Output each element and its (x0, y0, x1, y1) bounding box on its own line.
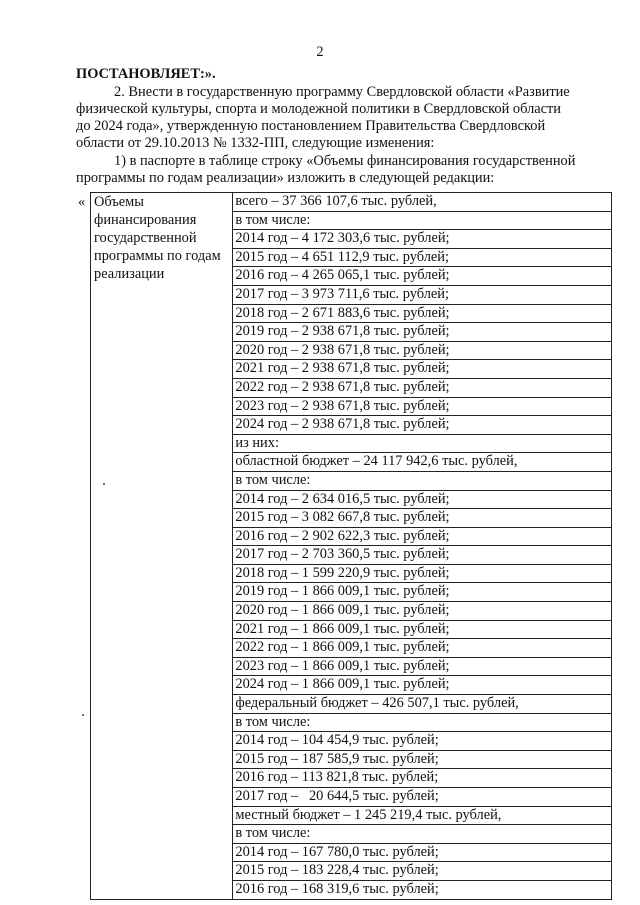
value-line: 2016 год – 4 265 065,1 тыс. рублей; (233, 267, 611, 286)
funding-label-cell (91, 193, 233, 900)
value-line: 2022 год – 1 866 009,1 тыс. рублей; (233, 639, 611, 658)
value-line: 2021 год – 1 866 009,1 тыс. рублей; (233, 621, 611, 640)
value-line: 2016 год – 2 902 622,3 тыс. рублей; (233, 528, 611, 547)
value-line: 2016 год – 168 319,6 тыс. рублей; (235, 880, 439, 897)
funding-table (90, 192, 612, 900)
value-line: 2018 год – 1 599 220,9 тыс. рублей; (233, 565, 611, 584)
value-line: в том числе: (233, 714, 611, 733)
value-line: федеральный бюджет – 426 507,1 тыс. рублей, (233, 695, 611, 714)
value-line: 2019 год – 1 866 009,1 тыс. рублей; (233, 583, 611, 602)
value-line: областной бюджет – 24 117 942,6 тыс. рублей, (233, 453, 611, 472)
decree-heading: ПОСТАНОВЛЯЕТ:». (76, 66, 216, 82)
subparagraph-1-line: программы по годам реализации» изложить в следующей редакции: (76, 170, 495, 186)
label-line: программы по годам (94, 248, 221, 264)
value-line: 2023 год – 2 938 671,8 тыс. рублей; (233, 398, 611, 417)
subparagraph-1-line: 1) в паспорте в таблице строку «Объемы финансирования государственной (114, 153, 576, 169)
value-line: 2023 год – 1 866 009,1 тыс. рублей; (233, 658, 611, 677)
value-line: 2014 год – 2 634 016,5 тыс. рублей; (233, 491, 611, 510)
label-line: финансирования (94, 212, 197, 228)
paragraph-2-line: физической культуры, спорта и молодежной политики в Свердловской области (76, 101, 562, 117)
table-row (91, 193, 612, 900)
value-line: 2020 год – 1 866 009,1 тыс. рублей; (233, 602, 611, 621)
label-line: Объемы (94, 194, 144, 210)
paragraph-2-line: области от 29.10.2013 № 1332-ПП, следующие изменения: (76, 135, 435, 151)
paragraph-2-line: 2. Внести в государственную программу Свердловской области «Развитие (114, 84, 570, 100)
scan-speck (82, 714, 84, 716)
value-line: 2021 год – 2 938 671,8 тыс. рублей; (233, 360, 611, 379)
scan-speck (103, 483, 105, 485)
value-line: 2015 год – 4 651 112,9 тыс. рублей; (233, 249, 611, 268)
paragraph-2-line: до 2024 года», утвержденную постановлением Правительства Свердловской (76, 118, 546, 134)
value-line: 2017 год – 2 703 360,5 тыс. рублей; (233, 546, 611, 565)
value-line: 2024 год – 1 866 009,1 тыс. рублей; (233, 676, 611, 695)
value-line: 2015 год – 3 082 667,8 тыс. рублей; (233, 509, 611, 528)
opening-quote: « (78, 194, 86, 210)
paragraph-2 (76, 84, 608, 152)
value-line: 2022 год – 2 938 671,8 тыс. рублей; (233, 379, 611, 398)
funding-value-cell (233, 193, 612, 900)
value-line: 2020 год – 2 938 671,8 тыс. рублей; (233, 342, 611, 361)
value-line: всего – 37 366 107,6 тыс. рублей, (233, 193, 611, 212)
value-line: 2016 год – 113 821,8 тыс. рублей; (233, 769, 611, 788)
value-line: 2017 год – 3 973 711,6 тыс. рублей; (233, 286, 611, 305)
value-line: 2015 год – 187 585,9 тыс. рублей; (233, 751, 611, 770)
value-line: 2014 год – 4 172 303,6 тыс. рублей; (233, 230, 611, 249)
value-line: 2024 год – 2 938 671,8 тыс. рублей; (233, 416, 611, 435)
value-line: в том числе: (233, 825, 611, 844)
value-line: 2017 год – 20 644,5 тыс. рублей; (233, 788, 611, 807)
value-line: 2014 год – 167 780,0 тыс. рублей; (233, 844, 611, 863)
subparagraph-1 (76, 153, 608, 187)
value-line: 2018 год – 2 671 883,6 тыс. рублей; (233, 305, 611, 324)
label-line: государственной (94, 230, 197, 246)
value-line: в том числе: (233, 472, 611, 491)
label-line: реализации (94, 266, 165, 282)
value-line: из них: (233, 435, 611, 454)
value-line: 2014 год – 104 454,9 тыс. рублей; (233, 732, 611, 751)
value-line: местный бюджет – 1 245 219,4 тыс. рублей, (233, 807, 611, 826)
value-line: 2015 год – 183 228,4 тыс. рублей; (233, 862, 611, 881)
value-line: в том числе: (233, 212, 611, 231)
value-line: 2019 год – 2 938 671,8 тыс. рублей; (233, 323, 611, 342)
page-number: 2 (316, 44, 324, 60)
